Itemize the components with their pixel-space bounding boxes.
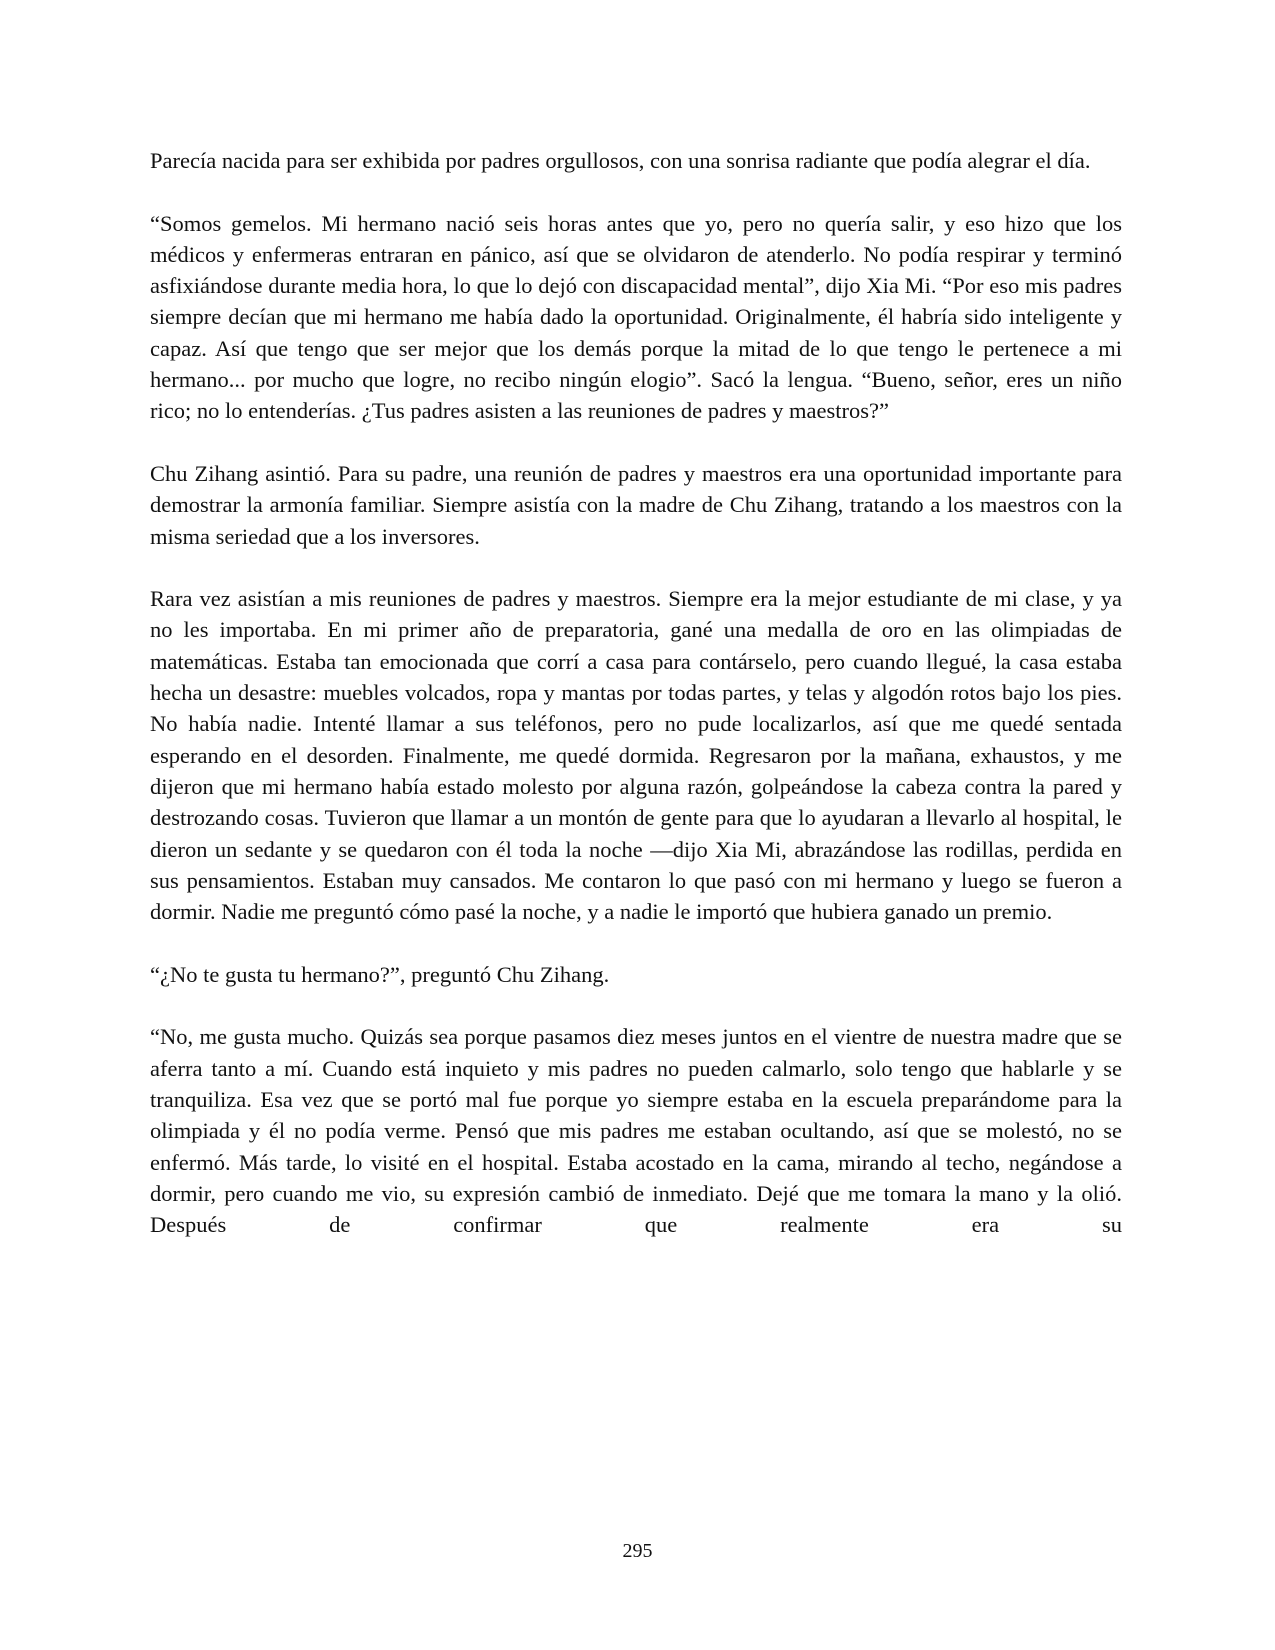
paragraph-6: “No, me gusta mucho. Quizás sea porque pasamos diez meses juntos en el vientre de nuestra madre que se aferra tanto a mí. Cuando está inquieto y mis padres no pueden calmarlo, solo tengo que hablarle y se tranquiliza. Esa vez que se portó mal fue porque yo siempre estaba en la escuela preparándome para la olimpiada y él no podía verme. Pensó que mis padres me estaban ocultando, así que se molestó, no se enfermó. Más tarde, lo visité en el hospital. Estaba acostado en la cama, mirando al techo, negándose a dormir, pero cuando me vio, su expresión cambió de inmediato. Dejé que me tomara la mano y la olió. Después de confirmar que realmente era su	[150, 1024, 1122, 1238]
paragraph-1: Parecía nacida para ser exhibida por padres orgullosos, con una sonrisa radiante que podía alegrar el día.	[150, 148, 1091, 173]
body-text	[150, 145, 1122, 1240]
paragraph-4: Rara vez asistían a mis reuniones de padres y maestros. Siempre era la mejor estudiante de mi clase, y ya no les importaba. En mi primer año de preparatoria, gané una medalla de oro en las olimpiadas de matemáticas. Estaba tan emocionada que corrí a casa para contárselo, pero cuando llegué, la casa estaba hecha un desastre: muebles volcados, ropa y mantas por todas partes, y telas y algodón rotos bajo los pies. No había nadie. Intenté llamar a sus teléfonos, pero no pude localizarlos, así que me quedé sentada esperando en el desorden. Finalmente, me quedé dormida. Regresaron por la mañana, exhaustos, y me dijeron que mi hermano había estado molesto por alguna razón, golpeándose la cabeza contra la pared y destrozando cosas. Tuvieron que llamar a un montón de gente para que lo ayudaran a llevarlo al hospital, le dieron un sedante y se quedaron con él toda la noche —dijo Xia Mi, abrazándose las rodillas, perdida en sus pensamientos. Estaban muy cansados. Me contaron lo que pasó con mi hermano y luego se fueron a dormir. Nadie me preguntó cómo pasé la noche, y a nadie le importó que hubiera ganado un premio.	[150, 586, 1122, 925]
page-number: 295	[622, 1540, 653, 1562]
paragraph-3: Chu Zihang asintió. Para su padre, una reunión de padres y maestros era una oportunidad importante para demostrar la armonía familiar. Siempre asistía con la madre de Chu Zihang, tratando a los maestros con la misma seriedad que a los inversores.	[150, 460, 1122, 549]
paragraph-2: “Somos gemelos. Mi hermano nació seis horas antes que yo, pero no quería salir, y eso hizo que los médicos y enfermeras entraran en pánico, así que se olvidaron de atenderlo. No podía respirar y terminó asfixiándose durante media hora, lo que lo dejó con discapacidad mental”, dijo Xia Mi. “Por eso mis padres siempre decían que mi hermano me había dado la oportunidad. Originalmente, él habría sido inteligente y capaz. Así que tengo que ser mejor que los demás porque la mitad de lo que tengo le pertenece a mi hermano... por mucho que logre, no recibo ningún elogio”. Sacó la lengua. “Bueno, señor, eres un niño rico; no lo entenderías. ¿Tus padres asisten a las reuniones de padres y maestros?”	[150, 210, 1122, 424]
paragraph-5: “¿No te gusta tu hermano?”, preguntó Chu Zihang.	[150, 961, 610, 987]
